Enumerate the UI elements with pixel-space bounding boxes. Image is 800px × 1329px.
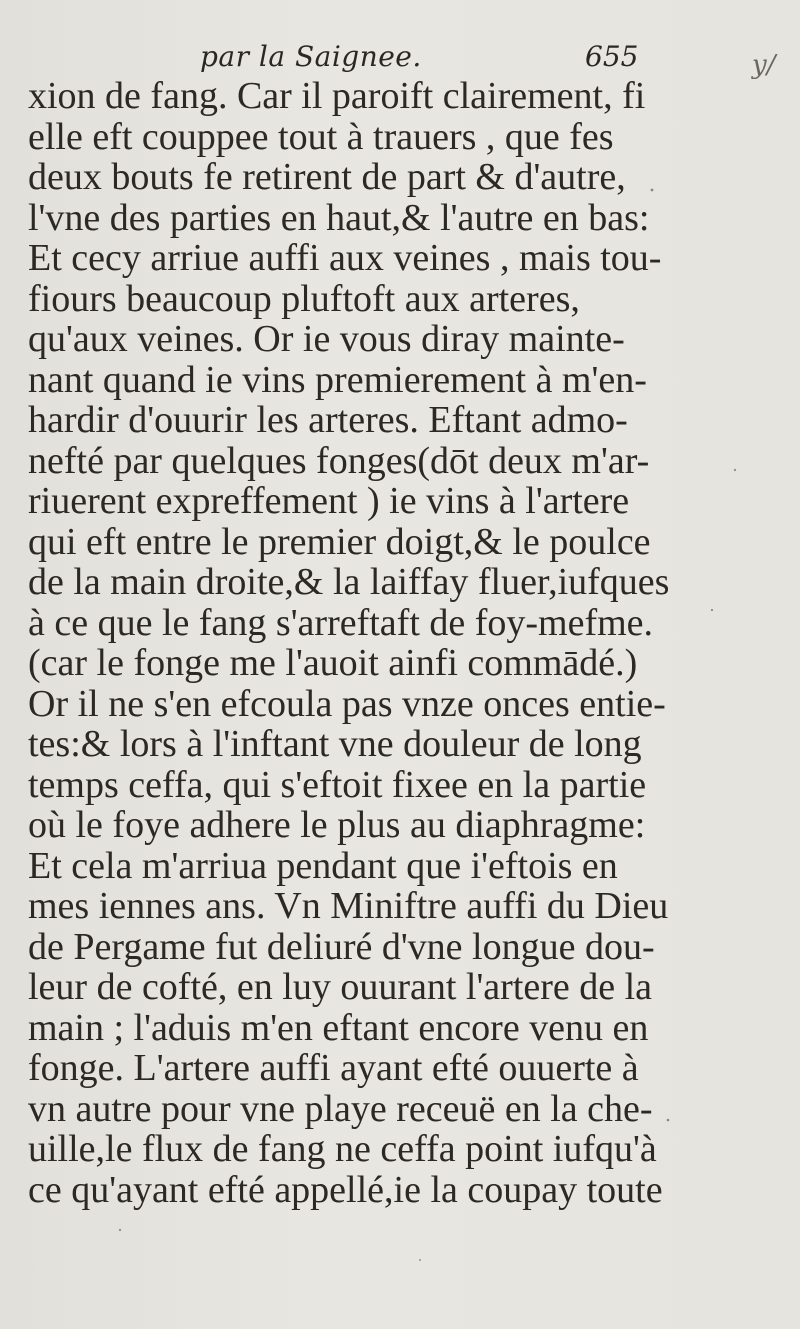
text-line: mes iennes ans. Vn Miniftre auffi du Dieu — [28, 885, 669, 927]
text-line: de Pergame fut deliuré d'vne longue dou- — [28, 925, 655, 968]
text-line: uille,le flux de fang ne ceffa point iufqu'à — [28, 1128, 657, 1170]
text-line: l'vne des parties en haut,& l'autre en bas: — [28, 196, 650, 239]
text-line: vn autre pour vne playe receuë en la che- — [28, 1087, 653, 1130]
text-line: riuerent expreffement ) ie vins à l'artere — [28, 480, 630, 522]
text-line: leur de cofté, en luy ouurant l'artere de la — [28, 966, 653, 1008]
paper-speck — [419, 1259, 421, 1261]
text-line: nant quand ie vins premierement à m'en- — [28, 358, 647, 401]
text-line: ce qu'ayant efté appellé,ie la coupay toute — [28, 1168, 663, 1211]
text-line: Et cela m'arriua pendant que i'eftois en — [28, 844, 618, 887]
text-line: tes:& lors à l'inftant vne douleur de long — [28, 723, 642, 765]
text-line: fiours beaucoup pluftoft aux arteres, — [28, 277, 580, 320]
text-line: temps ceffa, qui s'eftoit fixee en la partie — [28, 763, 647, 806]
running-title: par la Saignee. — [200, 40, 422, 73]
running-head — [200, 40, 700, 76]
text-line: main ; l'aduis m'en eftant encore venu en — [28, 1006, 649, 1049]
text-line: (car le fonge me l'auoit ainfi commādé.) — [28, 642, 638, 684]
text-line: qui eft entre le premier doigt,& le poulce — [28, 520, 651, 563]
text-line: Or il ne s'en efcoula pas vnze onces entie- — [28, 682, 666, 725]
page-number: 655 — [585, 40, 639, 73]
paper-speck — [119, 1229, 121, 1231]
text-line: hardir d'ouurir les arteres. Eftant admo- — [28, 399, 628, 441]
text-line: à ce que le fang s'arreftaft de foy-mefme. — [28, 601, 654, 644]
text-line: nefté par quelques fonges(dōt deux m'ar- — [28, 439, 650, 482]
margin-mark: y/ — [752, 50, 776, 80]
text-line: elle eft couppee tout à trauers , que fes — [28, 115, 614, 158]
text-line: fonge. L'artere auffi ayant efté ouuerte à — [28, 1047, 639, 1089]
text-line: deux bouts fe retirent de part & d'autre, — [28, 156, 626, 198]
text-line: Et cecy arriue auffi aux veines , mais tou- — [28, 237, 662, 279]
text-line: où le foye adhere le plus au diaphragme: — [28, 804, 646, 846]
text-line: qu'aux veines. Or ie vous diray mainte- — [28, 318, 625, 360]
text-line: xion de fang. Car il paroift clairement, fi — [28, 75, 646, 117]
body-text — [28, 76, 768, 1210]
text-line: de la main droite,& la laiffay fluer,iufques — [28, 561, 670, 603]
